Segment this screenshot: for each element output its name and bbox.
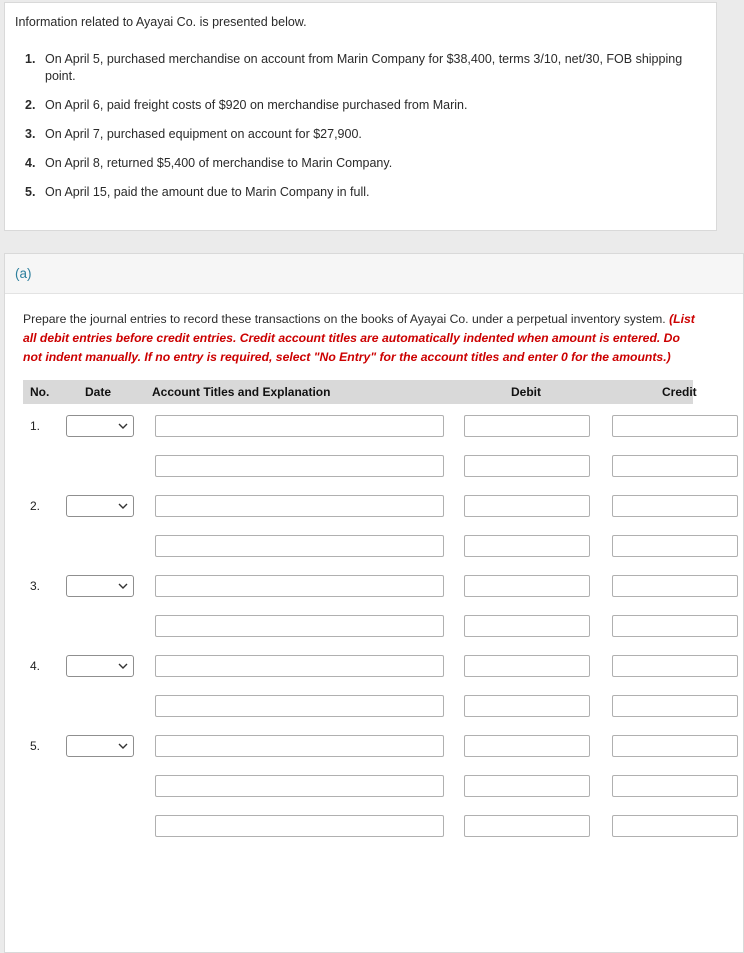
row-number: 3.	[30, 579, 41, 593]
credit-input[interactable]	[612, 775, 738, 797]
list-item-text: On April 8, returned $5,400 of merchandise to Marin Company.	[45, 156, 393, 170]
journal-entry-2	[23, 495, 743, 557]
instructions-normal: Prepare the journal entries to record these transactions on the books of Ayayai Co. under a perpetual inventory system.	[23, 312, 666, 326]
header-debit: Debit	[511, 385, 541, 399]
header-account: Account Titles and Explanation	[152, 385, 331, 399]
date-select[interactable]	[66, 495, 134, 517]
header-no: No.	[30, 385, 50, 399]
account-title-input[interactable]	[155, 695, 444, 717]
row-number: 1.	[30, 419, 41, 433]
credit-input[interactable]	[612, 695, 738, 717]
instructions	[23, 310, 697, 367]
journal-table	[23, 380, 743, 837]
journal-entry-5	[23, 735, 743, 837]
table-row	[23, 655, 743, 677]
debit-input[interactable]	[464, 575, 590, 597]
list-item	[15, 126, 706, 143]
header-date: Date	[85, 385, 112, 399]
row-number: 4.	[30, 659, 41, 673]
credit-input[interactable]	[612, 415, 738, 437]
debit-input[interactable]	[464, 415, 590, 437]
list-item	[15, 51, 706, 85]
account-title-input[interactable]	[155, 535, 444, 557]
table-row	[23, 455, 743, 477]
section-label-link[interactable]: (a)	[15, 266, 32, 281]
debit-input[interactable]	[464, 655, 590, 677]
table-row	[23, 415, 743, 437]
debit-input[interactable]	[464, 815, 590, 837]
credit-input[interactable]	[612, 455, 738, 477]
row-number: 2.	[30, 499, 41, 513]
credit-input[interactable]	[612, 575, 738, 597]
table-row	[23, 775, 743, 797]
account-title-input[interactable]	[155, 455, 444, 477]
debit-input[interactable]	[464, 495, 590, 517]
info-intro: Information related to Ayayai Co. is presented below.	[15, 15, 307, 29]
debit-input[interactable]	[464, 535, 590, 557]
account-title-input[interactable]	[155, 495, 444, 517]
list-item-number: 5.	[25, 185, 36, 199]
info-panel	[4, 2, 717, 231]
list-item-text: On April 6, paid freight costs of $920 on merchandise purchased from Marin.	[45, 98, 468, 112]
list-item	[15, 97, 706, 114]
list-item-number: 4.	[25, 156, 36, 170]
table-row	[23, 815, 743, 837]
list-item-number: 1.	[25, 52, 36, 66]
credit-input[interactable]	[612, 735, 738, 757]
account-title-input[interactable]	[155, 415, 444, 437]
list-item-number: 3.	[25, 127, 36, 141]
list-item-text: On April 5, purchased merchandise on account from Marin Company for $38,400, terms 3/10, net/30, FOB shipping point.	[45, 52, 683, 83]
account-title-input[interactable]	[155, 815, 444, 837]
account-title-input[interactable]	[155, 735, 444, 757]
section-header	[5, 254, 743, 294]
instructions-emphasis: (List all debit entries before credit entries. Credit account titles are automatically indented when amount is entered. Do not indent manually. If no entry is required, select "No Entry" for the account titles and enter 0 for the amounts.)	[23, 312, 695, 364]
journal-entry-1	[23, 415, 743, 477]
list-item-text: On April 15, paid the amount due to Marin Company in full.	[45, 185, 370, 199]
table-row	[23, 575, 743, 597]
date-select[interactable]	[66, 415, 134, 437]
credit-input[interactable]	[612, 615, 738, 637]
list-item	[15, 184, 706, 201]
account-title-input[interactable]	[155, 615, 444, 637]
credit-input[interactable]	[612, 815, 738, 837]
credit-input[interactable]	[612, 655, 738, 677]
table-row	[23, 495, 743, 517]
account-title-input[interactable]	[155, 575, 444, 597]
account-title-input[interactable]	[155, 655, 444, 677]
row-number: 5.	[30, 739, 41, 753]
table-header-row	[23, 380, 697, 404]
account-title-input[interactable]	[155, 775, 444, 797]
table-row	[23, 535, 743, 557]
debit-input[interactable]	[464, 615, 590, 637]
credit-input[interactable]	[612, 495, 738, 517]
list-item-number: 2.	[25, 98, 36, 112]
section-panel	[4, 253, 744, 953]
journal-entry-4	[23, 655, 743, 717]
list-item	[15, 155, 706, 172]
date-select[interactable]	[66, 655, 134, 677]
section-body	[5, 294, 743, 837]
debit-input[interactable]	[464, 735, 590, 757]
debit-input[interactable]	[464, 455, 590, 477]
table-row	[23, 615, 743, 637]
table-row	[23, 695, 743, 717]
table-row	[23, 735, 743, 757]
credit-input[interactable]	[612, 535, 738, 557]
list-item-text: On April 7, purchased equipment on account for $27,900.	[45, 127, 362, 141]
header-credit: Credit	[662, 385, 697, 399]
date-select[interactable]	[66, 575, 134, 597]
journal-entry-3	[23, 575, 743, 637]
debit-input[interactable]	[464, 775, 590, 797]
debit-input[interactable]	[464, 695, 590, 717]
table-body	[23, 415, 743, 837]
date-select[interactable]	[66, 735, 134, 757]
